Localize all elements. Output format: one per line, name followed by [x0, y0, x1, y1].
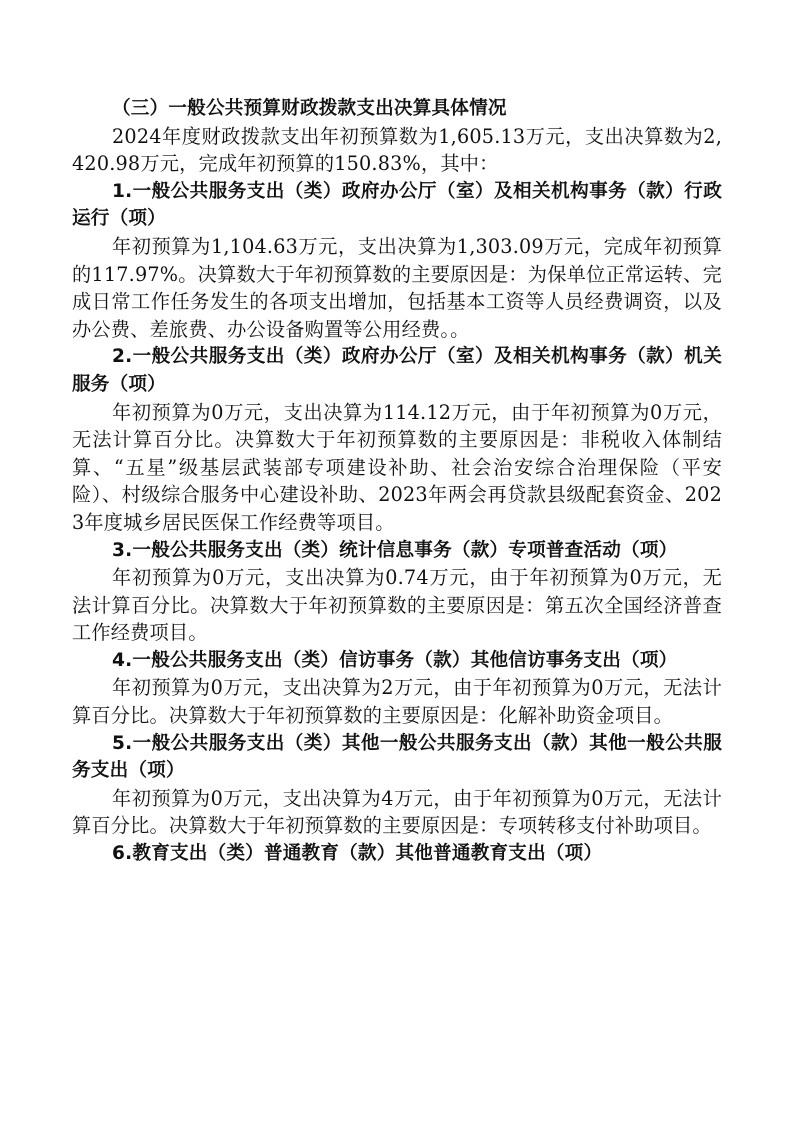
item-3-body: 年初预算为0万元，支出决算为0.74万元，由于年初预算为0万元，无法计算百分比。决算数大于年初预算数的主要原因是：第五次全国经济普查工作经费项目。 [72, 566, 722, 645]
item-4-body: 年初预算为0万元，支出决算为2万元，由于年初预算为0万元，无法计算百分比。决算数大于年初预算数的主要原因是：化解补助资金项目。 [72, 676, 722, 728]
item-1-body: 年初预算为1,104.63万元，支出决算为1,303.09万元，完成年初预算的117.97%。决算数大于年初预算数的主要原因是：为保单位正常运转、完成日常工作任务发生的各项支出增加，包括基本工资等人员经费调资，以及办公费、差旅费、办公设备购置等公用经费。。 [72, 234, 722, 341]
item-3-heading: 3.一般公共服务支出（类）统计信息事务（款）专项普查活动（项） [112, 539, 678, 561]
document-page [72, 95, 722, 868]
item-2-body: 年初预算为0万元，支出决算为114.12万元，由于年初预算为0万元，无法计算百分比。决算数大于年初预算数的主要原因是：非税收入体制结算、“五星”级基层武装部专项建设补助、社会治安综合治理保险（平安险）、村级综合服务中心建设补助、2023年两会再贷款县级配套资金、2023年度城乡居民医保工作经费等项目。 [72, 400, 722, 534]
item-6-heading: 6.教育支出（类）普通教育（款）其他普通教育支出（项） [112, 843, 603, 865]
item-4-heading: 4.一般公共服务支出（类）信访事务（款）其他信访事务支出（项） [112, 649, 678, 671]
item-5-body: 年初预算为0万元，支出决算为4万元，由于年初预算为0万元，无法计算百分比。决算数大于年初预算数的主要原因是：专项转移支付补助项目。 [72, 786, 722, 838]
item-5-heading: 5.一般公共服务支出（类）其他一般公共服务支出（款）其他一般公共服务支出（项） [72, 732, 722, 782]
item-1-heading: 1.一般公共服务支出（类）政府办公厅（室）及相关机构事务（款）行政运行（项） [72, 180, 722, 230]
intro-paragraph: 2024年度财政拨款支出年初预算数为1,605.13万元，支出决算数为2,420.98万元，完成年初预算的150.83%，其中： [72, 124, 722, 176]
section-title: （三）一般公共预算财政拨款支出决算具体情况 [112, 98, 507, 119]
item-2-heading: 2.一般公共服务支出（类）政府办公厅（室）及相关机构事务（款）机关服务（项） [72, 346, 722, 395]
